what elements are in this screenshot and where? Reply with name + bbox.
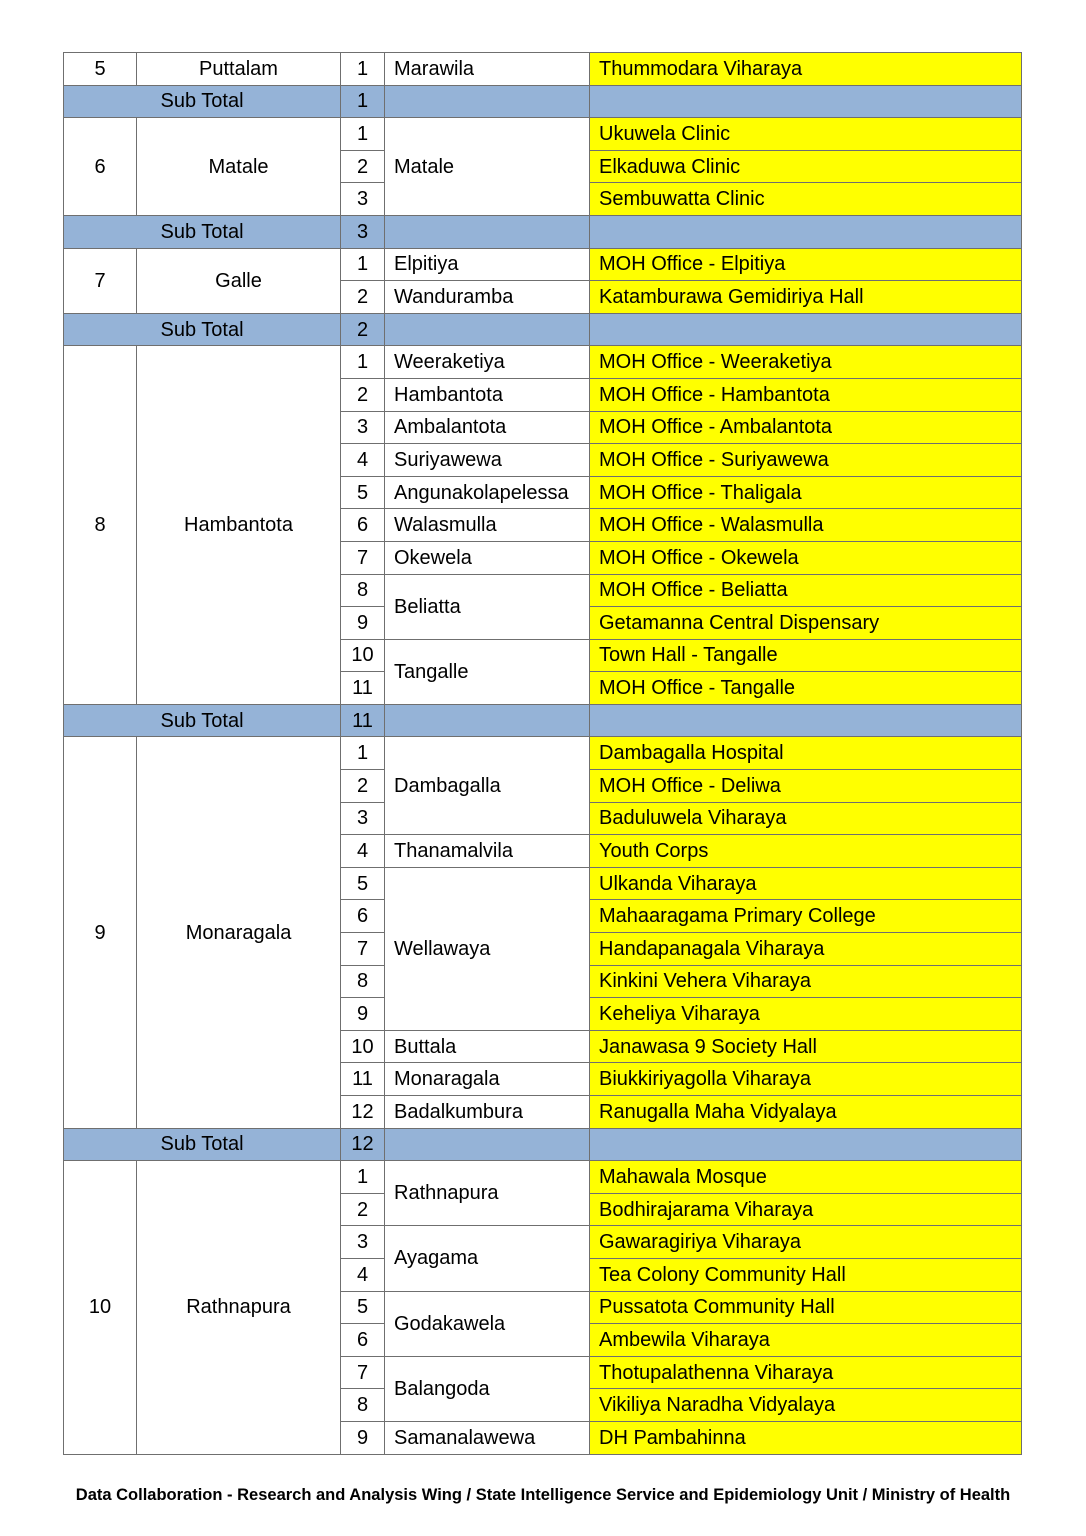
centre-index: 1 [341,118,385,151]
vaccination-centres-table [63,52,1022,1455]
moh-area: Rathnapura [385,1161,590,1226]
centre-index: 2 [341,150,385,183]
subtotal-empty [385,1128,590,1161]
vaccination-centre: MOH Office - Walasmulla [590,509,1022,542]
moh-area: Samanalawewa [385,1421,590,1454]
district-number: 10 [64,1161,137,1454]
moh-area: Hambantota [385,378,590,411]
centre-index: 10 [341,1030,385,1063]
moh-area: Dambagalla [385,737,590,835]
vaccination-centre: Mahawala Mosque [590,1161,1022,1194]
district-number: 6 [64,118,137,216]
centre-index: 1 [341,1161,385,1194]
vaccination-centre: MOH Office - Deliwa [590,770,1022,803]
footer-credit: Data Collaboration - Research and Analysis Wing / State Intelligence Service and Epidemiology Unit / Ministry of Health [75,1486,1011,1504]
vaccination-centre: Town Hall - Tangalle [590,639,1022,672]
moh-area: Ambalantota [385,411,590,444]
centre-index: 11 [341,672,385,705]
subtotal-empty [385,85,590,118]
moh-area: Marawila [385,53,590,86]
centre-index: 8 [341,1389,385,1422]
vaccination-centre: Dambagalla Hospital [590,737,1022,770]
centre-index: 1 [341,53,385,86]
vaccination-centre: MOH Office - Elpitiya [590,248,1022,281]
centre-index: 1 [341,737,385,770]
vaccination-centre: Ranugalla Maha Vidyalaya [590,1096,1022,1129]
moh-area: Buttala [385,1030,590,1063]
centre-index: 9 [341,607,385,640]
vaccination-centre: Getamanna Central Dispensary [590,607,1022,640]
centre-index: 2 [341,770,385,803]
vaccination-centre: Janawasa 9 Society Hall [590,1030,1022,1063]
centre-index: 4 [341,1258,385,1291]
vaccination-centre: Tea Colony Community Hall [590,1258,1022,1291]
centre-index: 4 [341,444,385,477]
subtotal-empty [590,85,1022,118]
centre-index: 10 [341,639,385,672]
centre-index: 2 [341,378,385,411]
vaccination-centre: Bodhirajarama Viharaya [590,1193,1022,1226]
subtotal-value: 12 [341,1128,385,1161]
moh-area: Angunakolapelessa [385,476,590,509]
centre-index: 2 [341,1193,385,1226]
subtotal-row [64,313,1022,346]
moh-area: Suriyawewa [385,444,590,477]
centre-index: 1 [341,248,385,281]
district-name: Monaragala [137,737,341,1128]
centre-index: 5 [341,867,385,900]
vaccination-centre: MOH Office - Suriyawewa [590,444,1022,477]
centre-index: 11 [341,1063,385,1096]
table-row [64,1161,1022,1194]
vaccination-centre: Thummodara Viharaya [590,53,1022,86]
vaccination-centre: Kinkini Vehera Viharaya [590,965,1022,998]
moh-area: Elpitiya [385,248,590,281]
vaccination-centre: MOH Office - Tangalle [590,672,1022,705]
vaccination-centre: Ukuwela Clinic [590,118,1022,151]
vaccination-centre: Vikiliya Naradha Vidyalaya [590,1389,1022,1422]
subtotal-empty [590,1128,1022,1161]
centre-index: 5 [341,1291,385,1324]
centre-index: 7 [341,933,385,966]
subtotal-label: Sub Total [64,1128,341,1161]
centre-index: 3 [341,802,385,835]
vaccination-centre: Pussatota Community Hall [590,1291,1022,1324]
subtotal-empty [590,313,1022,346]
vaccination-centre: Thotupalathenna Viharaya [590,1356,1022,1389]
moh-area: Badalkumbura [385,1096,590,1129]
district-name: Galle [137,248,341,313]
centre-index: 3 [341,411,385,444]
subtotal-row [64,704,1022,737]
subtotal-empty [590,215,1022,248]
district-name: Rathnapura [137,1161,341,1454]
moh-area: Matale [385,118,590,216]
moh-area: Walasmulla [385,509,590,542]
centre-index: 12 [341,1096,385,1129]
vaccination-centre: Ambewila Viharaya [590,1324,1022,1357]
moh-area: Wanduramba [385,281,590,314]
district-name: Puttalam [137,53,341,86]
subtotal-row [64,85,1022,118]
district-number: 5 [64,53,137,86]
centre-index: 6 [341,900,385,933]
subtotal-value: 2 [341,313,385,346]
vaccination-centre: Biukkiriyagolla Viharaya [590,1063,1022,1096]
moh-area: Wellawaya [385,867,590,1030]
vaccination-centre: MOH Office - Weeraketiya [590,346,1022,379]
vaccination-centre: Baduluwela Viharaya [590,802,1022,835]
moh-area: Tangalle [385,639,590,704]
moh-area: Weeraketiya [385,346,590,379]
vaccination-centre: DH Pambahinna [590,1421,1022,1454]
vaccination-centre: Elkaduwa Clinic [590,150,1022,183]
table-row [64,248,1022,281]
vaccination-centre: MOH Office - Ambalantota [590,411,1022,444]
subtotal-value: 1 [341,85,385,118]
centre-index: 2 [341,281,385,314]
vaccination-centre: Youth Corps [590,835,1022,868]
vaccination-centre: Mahaaragama Primary College [590,900,1022,933]
centre-index: 6 [341,1324,385,1357]
district-number: 9 [64,737,137,1128]
subtotal-row [64,1128,1022,1161]
subtotal-empty [385,313,590,346]
centre-index: 1 [341,346,385,379]
moh-area: Monaragala [385,1063,590,1096]
subtotal-value: 11 [341,704,385,737]
centre-index: 3 [341,183,385,216]
centre-index: 6 [341,509,385,542]
vaccination-centre: MOH Office - Thaligala [590,476,1022,509]
table-row [64,346,1022,379]
vaccination-centre: MOH Office - Okewela [590,541,1022,574]
table-row [64,118,1022,151]
subtotal-label: Sub Total [64,85,341,118]
vaccination-centre: MOH Office - Hambantota [590,378,1022,411]
subtotal-label: Sub Total [64,704,341,737]
moh-area: Ayagama [385,1226,590,1291]
centre-index: 3 [341,1226,385,1259]
centre-index: 9 [341,1421,385,1454]
moh-area: Okewela [385,541,590,574]
vaccination-centre: Gawaragiriya Viharaya [590,1226,1022,1259]
moh-area: Beliatta [385,574,590,639]
moh-area: Balangoda [385,1356,590,1421]
subtotal-label: Sub Total [64,313,341,346]
subtotal-row [64,215,1022,248]
district-number: 7 [64,248,137,313]
subtotal-label: Sub Total [64,215,341,248]
subtotal-empty [385,215,590,248]
vaccination-centre: MOH Office - Beliatta [590,574,1022,607]
district-name: Hambantota [137,346,341,705]
centre-index: 4 [341,835,385,868]
centre-index: 7 [341,1356,385,1389]
vaccination-centre: Keheliya Viharaya [590,998,1022,1031]
vaccination-centre: Handapanagala Viharaya [590,933,1022,966]
subtotal-empty [590,704,1022,737]
district-number: 8 [64,346,137,705]
vaccination-centre: Sembuwatta Clinic [590,183,1022,216]
table-row [64,53,1022,86]
centre-index: 8 [341,574,385,607]
subtotal-value: 3 [341,215,385,248]
vaccination-centre: Katamburawa Gemidiriya Hall [590,281,1022,314]
vaccination-centre: Ulkanda Viharaya [590,867,1022,900]
table-row [64,737,1022,770]
centre-index: 8 [341,965,385,998]
district-name: Matale [137,118,341,216]
moh-area: Godakawela [385,1291,590,1356]
centre-index: 7 [341,541,385,574]
moh-area: Thanamalvila [385,835,590,868]
centre-index: 5 [341,476,385,509]
subtotal-empty [385,704,590,737]
table-body [64,53,1022,1455]
centre-index: 9 [341,998,385,1031]
